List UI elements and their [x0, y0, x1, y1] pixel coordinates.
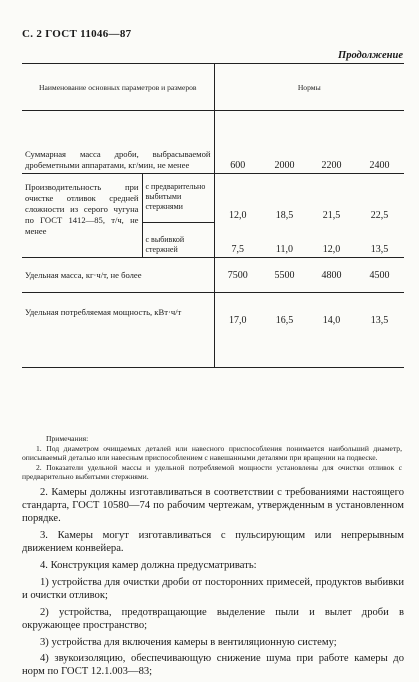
value-cell: 7,5 [214, 223, 261, 258]
value-cell: 7500 [214, 258, 261, 293]
value-cell: 2200 [321, 160, 342, 171]
param-cell: Удельная масса, кг·ч/т, не более [25, 269, 142, 280]
table-row [22, 258, 404, 293]
paragraph: 3. Камеры могут изготавливаться с пульсирующим или непрерывным движением конвейера. [22, 530, 404, 555]
column-header-parameter: Наименование основных параметров и размеров [22, 64, 214, 111]
value-cell: 22,5 [370, 209, 389, 221]
list-item: 3) устройства для включения камеры в вентиляционную систему; [40, 636, 337, 648]
parameters-table [22, 63, 404, 368]
value-cell: 5500 [274, 269, 295, 281]
table-row [22, 111, 404, 174]
paragraph: 2. Камеры должны изготавливаться в соответствии с требованиями настоящего стандарта, ГОСТ 10580—74 по рабочим чертежам, утвержденным в установленном порядке. [22, 487, 404, 525]
value-cell: 17,0 [214, 293, 261, 368]
page-header: С. 2 ГОСТ 11046—87 [22, 28, 132, 40]
note-item: 1. Под диаметром очищаемых деталей или навесного приспособления понимается наибольший диаметр, описываемый деталью или навесным приспособлением с навешанными деталями при вращении на подвеске. [22, 443, 402, 463]
body-text [22, 486, 404, 682]
param-cell: Суммарная масса дроби, выбрасываемой дробеметными аппаратами, кг/мин, не менее [25, 149, 211, 170]
value-cell: 600 [214, 111, 261, 174]
sub-param-cell: с выбивкой стержней [142, 223, 214, 258]
list-item: 2) устройства, предотвращающие выделение пыли и вылет дроби в окружающее пространство; [22, 606, 404, 631]
list-item: 4) звукоизоляцию, обеспечивающую снижение шума при работе камеры до норм по ГОСТ 12.1.003—83; [22, 653, 404, 678]
value-cell: 2000 [274, 160, 295, 171]
value-cell: 12,0 [214, 174, 261, 223]
list-item: 1) устройства для очистки дроби от посторонних примесей, продуктов выбивки и очистки отливок; [22, 576, 404, 601]
value-cell: 4800 [321, 269, 342, 281]
param-cell: Удельная потребляемая мощность, кВт·ч/т [25, 307, 182, 317]
notes-title: Примечания: [46, 434, 89, 443]
paragraph: 4. Конструкция камер должна предусматривать: [40, 560, 257, 572]
table-row [22, 293, 404, 368]
value-cell: 13,5 [370, 244, 389, 255]
value-cell: 18,5 [275, 209, 294, 221]
value-cell: 13,5 [370, 315, 389, 326]
value-cell: 16,5 [275, 315, 294, 326]
notes-block [22, 434, 402, 482]
value-cell: 14,0 [322, 315, 341, 326]
value-cell: 4500 [369, 269, 390, 281]
value-cell: 12,0 [322, 244, 341, 255]
value-cell: 2400 [369, 160, 390, 171]
table-row [22, 174, 404, 223]
column-header-norms: Нормы [214, 64, 404, 111]
table-header-row [22, 64, 404, 111]
note-item: 2. Показатели удельной массы и удельной потребляемой мощности установлены для очистки отливок с предварительно выбитыми стержнями. [22, 462, 402, 482]
value-cell: 11,0 [275, 244, 294, 255]
continuation-label: Продолжение [338, 50, 403, 61]
sub-param-cell: с предварительно выбитыми стержнями [142, 174, 214, 223]
value-cell: 21,5 [322, 209, 341, 221]
param-cell: Производительность при очистке отливок средней сложности из серого чугуна по ГОСТ 1412—85, т/ч, не менее [22, 174, 142, 258]
